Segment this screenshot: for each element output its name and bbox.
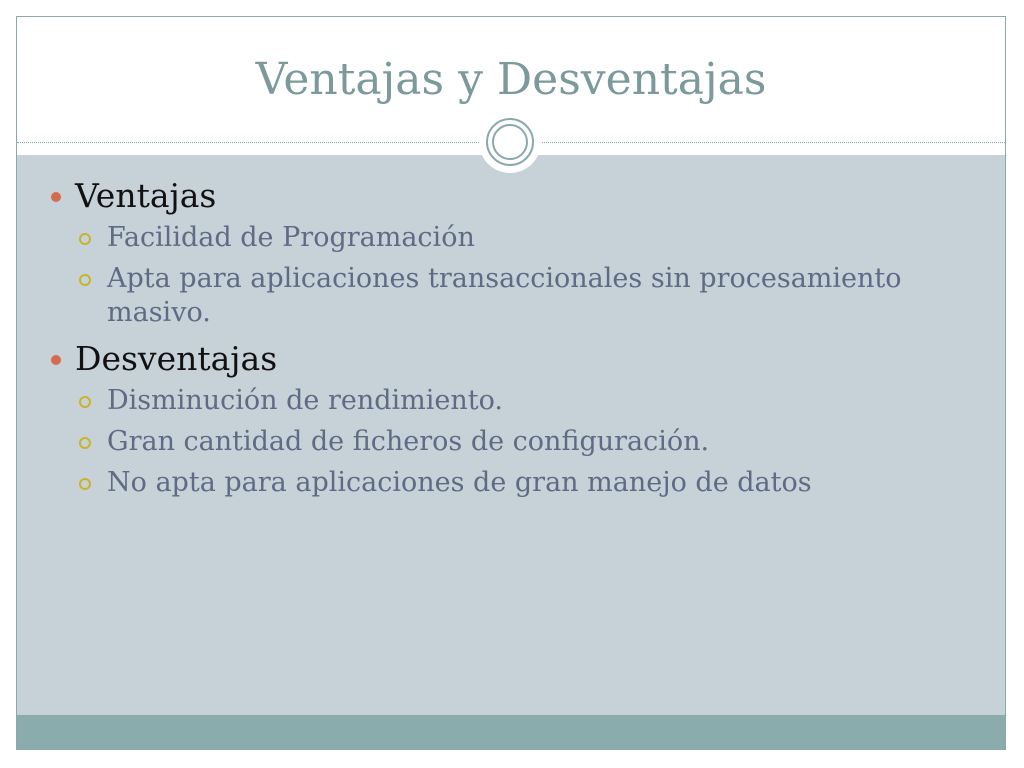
slide bbox=[16, 16, 1006, 750]
section-heading-ventajas bbox=[49, 177, 949, 215]
section-heading-text: Ventajas bbox=[75, 176, 217, 215]
concentric-circle-ornament-icon bbox=[479, 111, 541, 173]
bullet-list bbox=[49, 177, 949, 507]
list-item bbox=[49, 425, 949, 459]
list-item-text: Facilidad de Programación bbox=[107, 222, 475, 253]
slide-title: Ventajas y Desventajas bbox=[255, 54, 767, 105]
list-item-text: Disminución de rendimiento. bbox=[107, 385, 503, 416]
hollow-circle-bullet-icon bbox=[79, 396, 91, 408]
list-item bbox=[49, 221, 949, 255]
section-heading-desventajas bbox=[49, 340, 949, 378]
footer-bar bbox=[17, 715, 1005, 749]
list-item bbox=[49, 466, 949, 500]
filled-circle-bullet-icon bbox=[51, 355, 61, 365]
ornament-inner-ring bbox=[492, 124, 528, 160]
list-item-text: No apta para aplicaciones de gran manejo de datos bbox=[107, 467, 812, 498]
ornament-outer-ring bbox=[486, 118, 534, 166]
hollow-circle-bullet-icon bbox=[79, 437, 91, 449]
hollow-circle-bullet-icon bbox=[79, 274, 91, 286]
section-heading-text: Desventajas bbox=[75, 339, 278, 378]
list-item bbox=[49, 384, 949, 418]
list-item-text: Apta para aplicaciones transaccionales sin procesamiento masivo. bbox=[107, 263, 902, 328]
filled-circle-bullet-icon bbox=[51, 192, 61, 202]
list-item-text: Gran cantidad de ficheros de configuración. bbox=[107, 426, 710, 457]
hollow-circle-bullet-icon bbox=[79, 478, 91, 490]
list-item bbox=[49, 262, 949, 330]
hollow-circle-bullet-icon bbox=[79, 233, 91, 245]
